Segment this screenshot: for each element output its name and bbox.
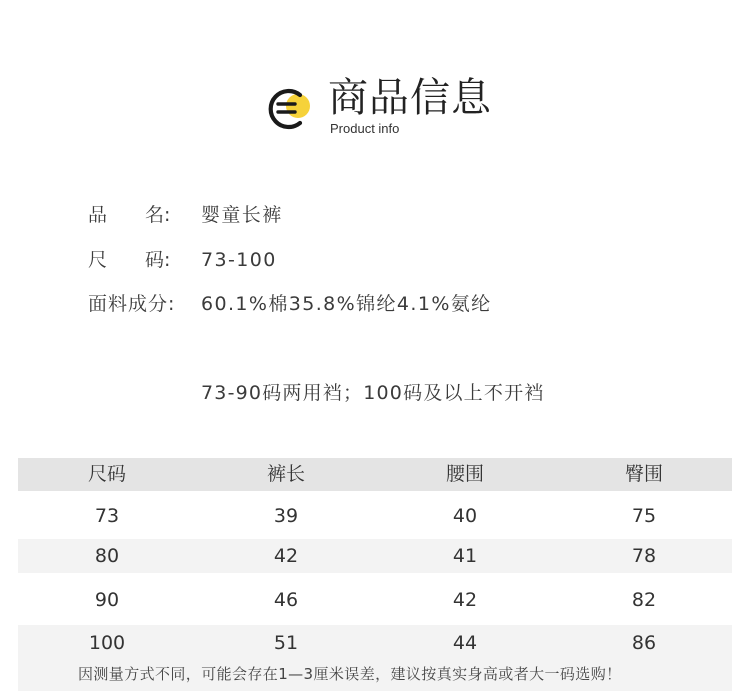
table-cell: 75 [631, 505, 657, 527]
size-label-part2: 码: [145, 249, 171, 271]
table-cell: 39 [273, 505, 299, 527]
table-row [18, 573, 732, 625]
crotch-note: 73-90码两用裆；100码及以上不开裆 [201, 382, 545, 404]
page-subtitle: Product info [330, 121, 400, 136]
name-label-part2: 名: [145, 204, 171, 226]
table-header-row [18, 458, 732, 491]
table-cell: 86 [631, 632, 657, 654]
name-value: 婴童长裤 [201, 204, 283, 226]
table-cell: 73 [94, 505, 120, 527]
table-cell: 42 [452, 589, 478, 611]
fabric-label-wrap [88, 291, 198, 317]
table-cell: 42 [273, 545, 299, 567]
measurement-disclaimer: 因测量方式不同，可能会存在1—3厘米误差，建议按真实身高或者大一码选购！ [78, 665, 622, 683]
table-cell: 51 [273, 632, 299, 654]
size-label-part1: 尺 [88, 249, 108, 271]
document-lines-icon [264, 84, 314, 134]
table-header-cell: 裤长 [266, 463, 305, 485]
table-cell: 80 [94, 545, 120, 567]
table-cell: 78 [631, 545, 657, 567]
table-cell: 40 [452, 505, 478, 527]
table-cell: 100 [88, 632, 126, 654]
table-row [18, 539, 732, 573]
table-cell: 41 [452, 545, 478, 567]
fabric-value: 60.1%棉35.8%锦纶4.1%氨纶 [201, 293, 492, 315]
table-cell: 44 [452, 632, 478, 654]
name-label [88, 202, 198, 228]
page-title: 商品信息 [328, 75, 492, 121]
size-value: 73-100 [201, 249, 277, 271]
table-header-cell: 腰围 [445, 463, 484, 485]
table-row [18, 491, 732, 539]
table-header-cell: 尺码 [87, 463, 126, 485]
fabric-label: 面料成分: [88, 293, 176, 315]
table-cell: 90 [94, 589, 120, 611]
table-header-cell: 臀围 [624, 463, 663, 485]
table-cell: 46 [273, 589, 299, 611]
section-header [264, 72, 524, 142]
table-cell: 82 [631, 589, 657, 611]
size-label [88, 247, 198, 273]
name-label-part1: 品 [88, 204, 108, 226]
